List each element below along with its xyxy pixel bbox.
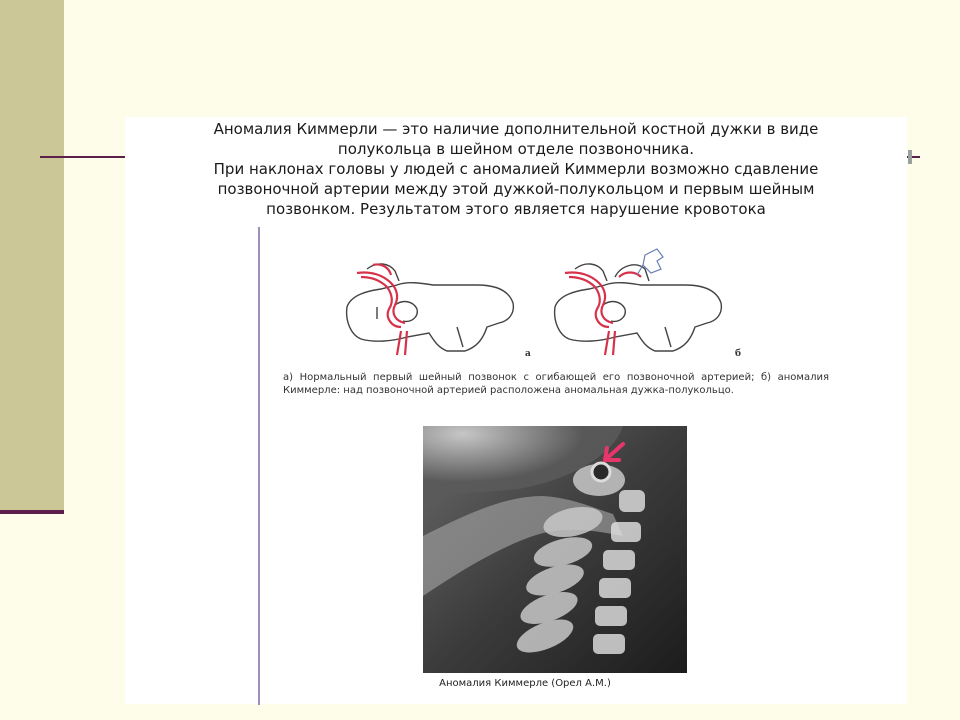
diagram-label-b: б (735, 349, 742, 359)
side-bar-underline (0, 510, 64, 514)
intro-line: При наклонах головы у людей с аномалией Киммерли возможно сдавление (213, 160, 819, 178)
vertebra-diagram-anomaly (545, 247, 735, 357)
intro-line: полукольца в шейном отделе позвоночника. (337, 140, 695, 158)
diagram-caption: а) Нормальный первый шейный позвонок с огибающей его позвоночной артерией; б) аномалия Киммерле: над позвоночной артерией расположена аномальная дужка-полукольцо. (283, 372, 829, 396)
intro-line: позвонком. Результатом этого является нарушение кровотока (266, 200, 766, 218)
cervical-spine-xray (423, 426, 687, 673)
intro-paragraph (125, 119, 907, 219)
intro-line: позвоночной артерии между этой дужкой-полукольцом и первым шейным (217, 180, 815, 198)
intro-line: Аномалия Киммерли — это наличие дополнительной костной дужки в виде (213, 120, 819, 138)
diagram-label-a: а (525, 349, 531, 359)
figure-vertical-rule (258, 227, 260, 705)
slide-content-image (125, 117, 907, 704)
title-divider-tick (908, 150, 912, 164)
vertebra-diagram-normal (337, 247, 527, 357)
decorative-side-bar (0, 0, 64, 510)
xray-caption: Аномалия Киммерле (Орел А.М.) (439, 678, 611, 689)
